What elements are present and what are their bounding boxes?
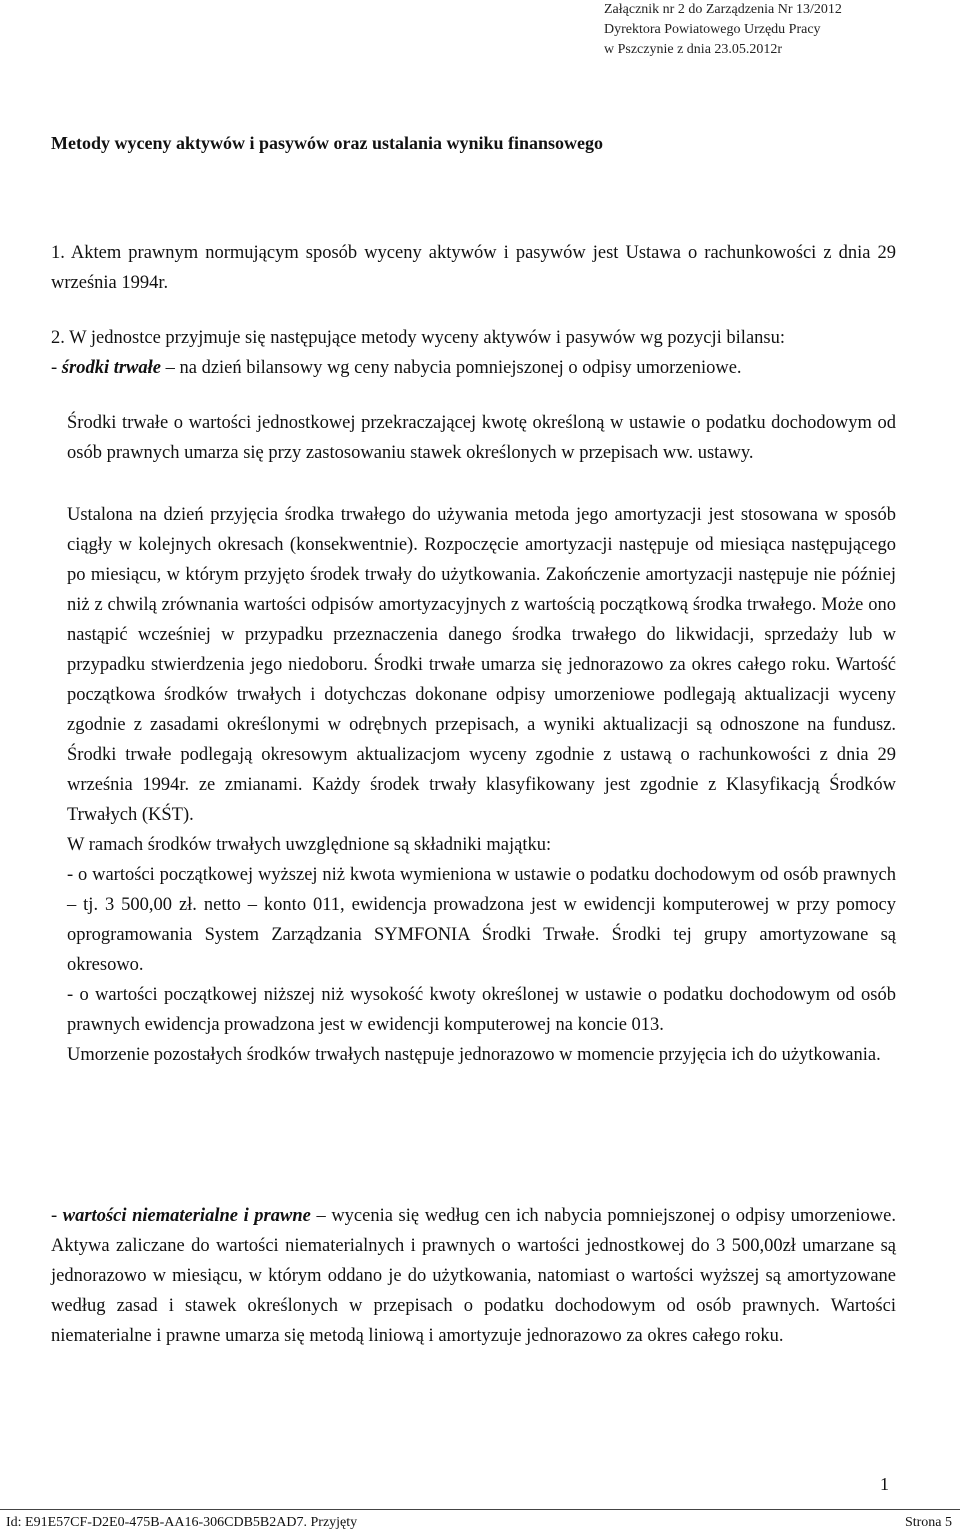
fixed-assets-item <box>51 353 896 383</box>
intangible-assets-label: wartości niematerialne i prawne <box>62 1206 311 1226</box>
attachment-note <box>604 0 954 60</box>
fixed-assets-item-prefix: - <box>51 358 62 378</box>
point-1-paragraph: 1. Aktem prawnym normującym sposób wyceny aktywów i pasywów jest Ustawa o rachunkowości z dnia 29 września 1994r. <box>51 243 896 293</box>
higher-value-assets-item: - o wartości początkowej wyższej niż kwota wymieniona w ustawie o podatku dochodowym od osób prawnych – tj. 3 500,00 zł. netto – konto 011, ewidencja prowadzona jest w ewidencji komputerowej w przy pomocy oprogramowania System Zarządzania SYMFONIA Środki Trwałe. Środki tej grupy amortyzowane są okresowo. <box>67 865 896 975</box>
footer-divider <box>0 1509 960 1510</box>
fixed-assets-label: środki trwałe <box>61 358 161 378</box>
footer-page-indicator: Strona 5 <box>904 1515 952 1530</box>
intangible-assets-paragraph <box>51 1201 896 1351</box>
intangible-assets-text: – wycenia się według cen ich nabycia pomniejszonej o odpisy umorzeniowe. Aktywa zaliczane do wartości niematerialnych i prawnych o wartości jednostkowej do 3 500,00zł umarzane są jednorazowo w miesiącu, w którym oddano je do użytkowania, natomiast o wartości wyższej są amortyzowane według zasad i stawek określonych w przepisach o podatku dochodowym od osób prawnych. Wartości niematerialne i prawne umarza się metodą liniową i amortyzuje jednorazowo za okres całego roku. <box>51 1206 896 1346</box>
fixed-assets-details <box>67 500 896 1070</box>
intangible-assets-prefix: - <box>51 1206 63 1226</box>
attachment-note-line-2: Dyrektora Powiatowego Urzędu Pracy <box>604 22 821 37</box>
point-2-intro: 2. W jednostce przyjmuje się następujące metody wyceny aktywów i pasywów wg pozycji bilansu: <box>51 328 786 348</box>
point-2-section <box>51 323 896 383</box>
attachment-note-line-1: Załącznik nr 2 do Zarządzenia Nr 13/2012 <box>604 2 842 17</box>
lower-value-assets-item: - o wartości początkowej niższej niż wysokość kwoty określonej w ustawie o podatku dochodowym od osób prawnych ewidencja prowadzona jest w ewidencji komputerowej na koncie 013. <box>67 985 896 1035</box>
amortization-rules-paragraph: Ustalona na dzień przyjęcia środka trwałego do używania metoda jego amortyzacji jest stosowana w sposób ciągły w kolejnych okresach (konsekwentnie). Rozpoczęcie amortyzacji następuje od miesiąca następującego po miesiącu, w którym przyjęto środek trwały do użytkowania. Zakończenie amortyzacji następuje nie później niż z chwilą zrównania wartości odpisów amortyzacyjnych z wartością początkową środka trwałego. Może ono nastąpić wcześniej w przypadku przeznaczenia danego środka trwałego do likwidacji, sprzedaży lub w przypadku stwierdzenia jego niedoboru. Środki trwałe umarza się jednorazowo za okres całego roku. Wartość początkowa środków trwałych i dotychczas dokonane odpisy umorzeniowe podlegają aktualizacji wyceny zgodnie z zasadami określonymi w odrębnych przepisach, a wyniki aktualizacji są odnoszone na fundusz. Środki trwałe podlegają okresowym aktualizacjom wyceny zgodnie z ustawą o rachunkowości z dnia 29 września 1994r. ze zmianami. Każdy środek trwały klasyfikowany jest zgodnie z Klasyfikacją Środków Trwałych (KŚT). <box>67 505 896 825</box>
attachment-note-line-3: w Pszczynie z dnia 23.05.2012r <box>604 42 783 57</box>
other-assets-depreciation-paragraph: Umorzenie pozostałych środków trwałych następuje jednorazowo w momencie przyjęcia ich do użytkowania. <box>67 1045 881 1065</box>
footer-document-id: Id: E91E57CF-D2E0-475B-AA16-306CDB5B2AD7. Przyjęty <box>6 1515 358 1530</box>
page-number: 1 <box>880 1474 889 1494</box>
document-title: Metody wyceny aktywów i pasywów oraz ustalania wyniku finansowego <box>51 133 604 153</box>
fixed-assets-depreciation-paragraph: Środki trwałe o wartości jednostkowej przekraczającej kwotę określoną w ustawie o podatku dochodowym od osób prawnych umarza się przy zastosowaniu stawek określonych w przepisach ww. ustawy. <box>67 413 896 463</box>
fixed-assets-components-intro: W ramach środków trwałych uwzględnione są składniki majątku: <box>67 835 552 855</box>
fixed-assets-item-text: – na dzień bilansowy wg ceny nabycia pomniejszonej o odpisy umorzeniowe. <box>161 358 742 378</box>
